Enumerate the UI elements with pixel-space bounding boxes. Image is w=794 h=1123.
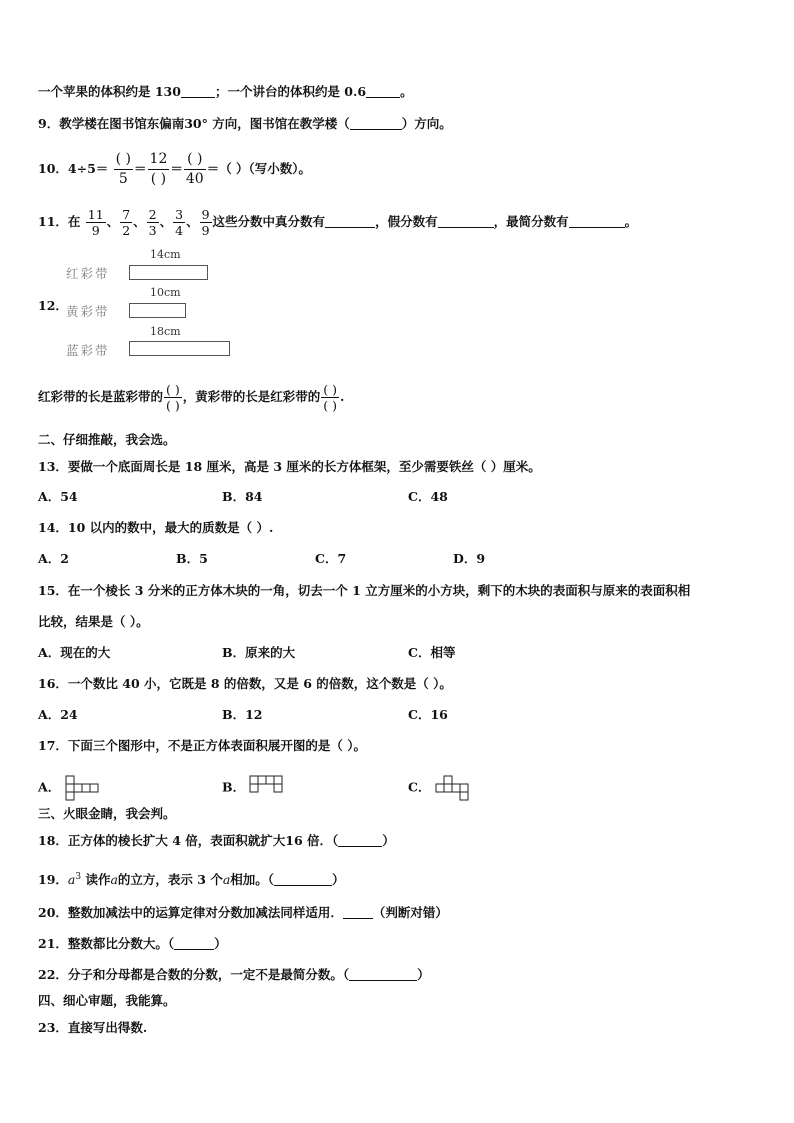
fraction-numerator[interactable]: ( )	[115, 151, 132, 167]
option-c[interactable]: C．16	[408, 707, 448, 722]
question-text: ；一个讲台的体积约是 0.6	[214, 84, 367, 99]
red-ribbon-bar	[129, 265, 208, 280]
answer-blank[interactable]	[569, 215, 625, 228]
question-text: 红彩带的长是蓝彩带的	[38, 389, 164, 404]
option-label: B．	[222, 779, 246, 795]
answer-blank[interactable]	[350, 117, 402, 130]
fraction-numerator: 7	[122, 207, 131, 222]
option-a[interactable]: A．54	[38, 489, 78, 504]
expression: 4÷5＝	[67, 161, 109, 176]
option-a[interactable]: A．现在的大	[38, 645, 111, 660]
question-14: 14．10 以内的数中，最大的质数是（ ）.	[38, 520, 274, 535]
exponent: 3	[75, 872, 82, 882]
fraction	[200, 207, 212, 238]
question-text: ，最简分数有	[493, 214, 569, 229]
fraction-denominator: 9	[201, 223, 210, 238]
question-18	[38, 832, 395, 850]
tape-label-yellow: 黄彩带	[66, 304, 110, 319]
option-b[interactable]: B．原来的大	[222, 645, 296, 660]
question-number: 19．	[38, 872, 68, 888]
section-heading: 二、仔细推敲，我会选。	[38, 432, 176, 447]
question-text: 的立方，表示 3 个	[117, 872, 223, 888]
question-text: ，黄彩带的长是红彩带的	[182, 389, 321, 404]
fraction-denominator[interactable]: ( )	[148, 169, 170, 189]
question-21	[38, 935, 227, 953]
question-15-line1: 15．在一个棱长 3 分米的正方体木块的一角，切去一个 1 立方厘米的小方块，剩下的木块的表面积与原来的表面积相	[38, 583, 691, 598]
question-13: 13．要做一个底面周长是 18 厘米，高是 3 厘米的长方体框架，至少需要铁丝（ ）厘米。	[38, 459, 541, 474]
question-text: 一个苹果的体积约是 130	[38, 84, 181, 99]
question-number: 10．	[38, 161, 68, 176]
question-text: （判断对错）	[372, 905, 448, 920]
fraction	[86, 207, 106, 238]
variable: a	[67, 872, 76, 888]
question-22	[38, 966, 430, 984]
question-text: ）	[332, 872, 345, 888]
fraction-numerator: 2	[148, 207, 157, 222]
question-text: 这些分数中真分数有	[212, 214, 326, 229]
cube-net-a-icon	[65, 775, 107, 801]
question-12-sentence	[38, 378, 344, 416]
answer-blank[interactable]	[338, 834, 382, 847]
question-number: 12．	[38, 298, 68, 313]
option-c[interactable]: C．7	[315, 551, 347, 566]
yellow-ribbon-bar	[129, 303, 186, 318]
cube-net-c-icon	[435, 775, 479, 801]
question-text: 22．分子和分母都是合数的分数，一定不是最简分数。（	[38, 967, 350, 982]
question-text: ）	[214, 936, 227, 951]
fraction-denominator: 9	[86, 222, 106, 238]
question-text: 9．教学楼在图书馆东偏南30° 方向，图书馆在教学楼（	[38, 116, 350, 131]
section-heading: 三、火眼金睛，我会判。	[38, 806, 176, 821]
option-a[interactable]	[38, 775, 107, 801]
fraction-denominator: 4	[175, 223, 184, 238]
question-16: 16．一个数比 40 小，它既是 8 的倍数，又是 6 的倍数，这个数是（ ）。	[38, 676, 452, 691]
fraction-denominator: 5	[114, 169, 133, 189]
question-volume-units	[38, 83, 413, 101]
question-text: 11．在	[38, 214, 81, 229]
question-text: 读作	[85, 872, 111, 888]
question-text: ）	[382, 833, 395, 848]
variable: a	[222, 872, 231, 888]
fraction	[173, 207, 185, 238]
fraction	[184, 150, 206, 189]
answer-blank[interactable]	[325, 215, 375, 228]
question-text: 21．整数都比分数大。（	[38, 936, 175, 951]
fraction-denominator: 2	[122, 223, 131, 238]
question-text: 。	[624, 214, 638, 229]
fraction-denominator: ( )	[166, 398, 180, 413]
option-b[interactable]: B．84	[222, 489, 263, 504]
separator: 、	[106, 214, 120, 229]
fraction-numerator: 12	[149, 151, 168, 167]
question-text: 20．整数加减法中的运算定律对分数加减法同样适用．	[38, 905, 343, 920]
section-heading: 四、细心审题，我能算。	[38, 993, 176, 1008]
fraction-numerator: 3	[175, 207, 184, 222]
answer-blank[interactable]	[274, 873, 332, 886]
fraction-numerator[interactable]: ( )	[187, 151, 203, 167]
answer-blank[interactable]	[349, 968, 417, 981]
equals-sign: ＝	[134, 161, 147, 176]
tape-label-blue: 蓝彩带	[66, 343, 110, 358]
question-text: 18．正方体的棱长扩大 4 倍，表面积就扩大16 倍．（	[38, 833, 339, 848]
answer-blank[interactable]	[343, 906, 373, 919]
answer-fraction[interactable]	[164, 382, 182, 413]
fraction-numerator: ( )	[323, 382, 337, 397]
question-text: 。	[400, 84, 413, 99]
option-a[interactable]: A．24	[38, 707, 78, 722]
option-b[interactable]: B．12	[222, 707, 263, 722]
question-15-line2: 比较，结果是（ ）。	[38, 614, 149, 629]
question-23: 23．直接写出得数.	[38, 1020, 148, 1035]
question-11	[38, 204, 637, 240]
tape-length-label: 10cm	[150, 286, 181, 299]
answer-blank[interactable]	[366, 85, 400, 98]
fraction-denominator: 40	[185, 171, 204, 187]
question-19	[38, 868, 345, 889]
fraction-numerator: 9	[201, 207, 210, 222]
answer-blank[interactable]	[174, 937, 214, 950]
question-text: ，假分数有	[375, 214, 438, 229]
question-9	[38, 115, 452, 133]
fraction-denominator: ( )	[323, 398, 337, 413]
option-label: A．	[38, 779, 61, 795]
blue-ribbon-bar	[129, 341, 230, 356]
option-a[interactable]: A．2	[38, 551, 69, 566]
option-c[interactable]: C．48	[408, 489, 448, 504]
question-text: 相加。（	[230, 872, 275, 888]
equals-sign: ＝	[170, 161, 183, 176]
question-text: ）	[417, 967, 430, 982]
option-b[interactable]	[222, 775, 291, 801]
answer-blank[interactable]	[181, 85, 215, 98]
tape-length-label: 18cm	[150, 325, 181, 338]
answer-fraction[interactable]	[321, 382, 339, 413]
option-c[interactable]	[408, 775, 479, 801]
tape-label-red: 红彩带	[66, 266, 110, 281]
tape-length-label: 14cm	[150, 248, 181, 261]
question-text: ＝（ ）（写小数）。	[206, 161, 312, 176]
fraction-numerator: ( )	[166, 382, 180, 397]
option-c[interactable]: C．相等	[408, 645, 456, 660]
question-text: ）方向。	[401, 116, 452, 131]
option-b[interactable]: B．5	[176, 551, 208, 566]
cube-net-b-icon	[249, 775, 291, 801]
question-text: .	[340, 389, 345, 404]
fraction-numerator: 11	[87, 207, 104, 222]
answer-blank[interactable]	[438, 215, 494, 228]
fraction	[114, 150, 133, 189]
separator: 、	[186, 214, 199, 229]
question-20	[38, 904, 448, 922]
separator: 、	[133, 214, 146, 229]
fraction	[148, 150, 170, 189]
fraction-denominator: 3	[148, 223, 157, 238]
variable: a	[110, 872, 118, 888]
separator: 、	[159, 214, 173, 229]
fraction	[120, 207, 132, 238]
fraction	[147, 207, 159, 238]
question-10	[38, 150, 311, 189]
option-label: C．	[408, 779, 431, 795]
question-17: 17．下面三个图形中，不是正方体表面积展开图的是（ ）。	[38, 738, 366, 753]
option-d[interactable]: D．9	[453, 551, 486, 566]
